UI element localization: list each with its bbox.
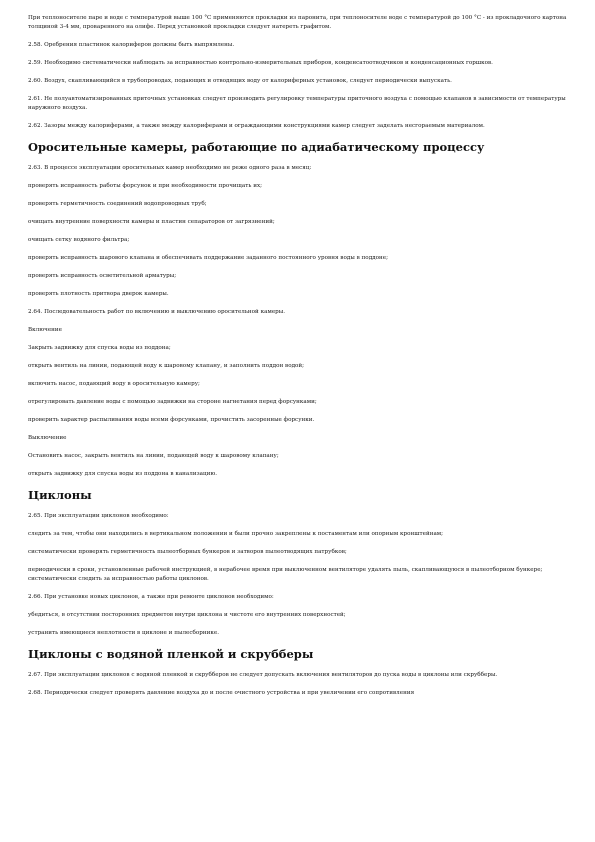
list-item-check-bunkers: систематически проверять герметичность пылеотборных бункеров и затворов пылеотводящих патрубков; <box>28 549 347 555</box>
section-heading-spray-chambers: Оросительные камеры, работающие по адиабатическому процессу <box>28 140 485 154</box>
list-item-no-foreign-objects: убедиться, в отсутствии посторонних предметов внутри циклона и чистоте его внутренних поверхностей; <box>28 612 346 618</box>
paragraph-2-67: 2.67. При эксплуатации циклонов с водяной пленкой и скрубберов не следует допускать включения вентиляторов до пуска воды в циклоны или скрубберы. <box>28 672 498 678</box>
paragraph-2-59: 2.59. Необходимо систематически наблюдать за исправностью контрольно-измерительных приборов, конденсатоотводчиков и конденсационных горшков. <box>28 60 493 66</box>
paragraph-2-63: 2.63. В процессе эксплуатации оросительных камер необходимо не реже одного раза в месяц: <box>28 165 312 171</box>
list-item-clean-chamber: очищать внутренние поверхности камеры и пластин сепараторов от загрязнений; <box>28 219 275 225</box>
list-item-clean-filter: очищать сетку водяного фильтра; <box>28 237 130 243</box>
paragraph-2-60: 2.60. Воздух, скапливающийся в трубопроводах, подающих и отводящих воду от калориферных установок, следует периодически выпускать. <box>28 78 452 84</box>
paragraph-2-64: 2.64. Последовательность работ по включению и выключению оросительной камеры. <box>28 309 286 315</box>
list-item-check-pipe-joints: проверять герметичность соединений водопроводных труб; <box>28 201 207 207</box>
list-item-fix-leaks: устранить имеющиеся неплотности в циклоне и пылесборнике. <box>28 630 220 636</box>
section-heading-wet-cyclones-scrubbers: Циклоны с водяной пленкой и скрубберы <box>28 647 314 661</box>
list-item-open-drain: открыть задвижку для спуска воды из поддона в канализацию. <box>28 471 218 477</box>
paragraph-heat-carrier-gaskets: При теплоносителе паре и воде с температурой выше 100 °С применяются прокладки из паронита, при теплоносителе воде с температурой до 100 °С - из прокладочного картона толщиной 3-4 мм, проваренного на олифе. Перед установкой прокладки следует натереть графитом. <box>28 15 567 30</box>
paragraph-2-61: 2.61. Не полуавтоматизированных приточных установках следует производить регулировку температуры приточного воздуха с помощью клапанов в зависимости от температуры наружного воздуха. <box>28 96 566 111</box>
list-item-check-float-valve: проверять исправность шарового клапана и обеспечивать поддержание заданного постоянного уровня воды в поддоне; <box>28 255 388 261</box>
list-item-check-spray: проверить характер распыливания воды всеми форсунками, прочистить засоренные форсунки. <box>28 417 315 423</box>
list-item-close-drain: Закрыть задвижку для спуска воды из поддона; <box>28 345 171 351</box>
list-item-adjust-pressure: отрегулировать давление воды с помощью задвижки на стороне нагнетания перед форсунками; <box>28 399 317 405</box>
section-heading-cyclones: Циклоны <box>28 488 92 502</box>
list-item-open-valve: открыть вентиль на линии, подающей воду к шаровому клапану, и заполнить поддон водой; <box>28 363 305 369</box>
list-item-remove-dust: периодически в сроки, установленные рабочей инструкцией, в нерабочее время при выключенном вентиляторе удалять пыль, скапливающуюся в пылеотборном бункере; систематически следить за исправностью работы циклонов. <box>28 567 543 582</box>
list-item-start-pump: включить насос, подающий воду в оросительную камеру; <box>28 381 200 387</box>
list-item-stop-pump: Остановить насос, закрыть вентиль на линии, подающей воду к шаровому клапану; <box>28 453 279 459</box>
subheading-switch-on: Включение <box>28 327 62 333</box>
list-item-vertical-position: следить за тем, чтобы они находились в вертикальном положении и были прочно закреплены к постаментам или опорным кронштейнам; <box>28 531 444 537</box>
paragraph-2-58: 2.58. Оребрения пластинок калориферов должны быть выпрямлены. <box>28 42 235 48</box>
paragraph-2-62: 2.62. Зазоры между калориферами, а также между калориферами и ограждающими конструкциями камер следует заделать несгораемым материалом. <box>28 123 485 129</box>
paragraph-2-65: 2.65. При эксплуатации циклонов необходимо: <box>28 513 169 519</box>
subheading-switch-off: Выключение <box>28 435 67 441</box>
paragraph-2-66: 2.66. При установке новых циклонов, а также при ремонте циклонов необходимо: <box>28 594 274 600</box>
paragraph-2-68: 2.68. Периодически следует проверять давление воздуха до и после очистного устройства и при увеличении его сопротивления <box>28 690 415 696</box>
list-item-check-lighting: проверять исправность осветительной арматуры; <box>28 273 177 279</box>
list-item-check-nozzles: проверять исправность работы форсунок и при необходимости прочищать их; <box>28 183 263 189</box>
list-item-check-doors: проверять плотность притвора дверок камеры. <box>28 291 169 297</box>
